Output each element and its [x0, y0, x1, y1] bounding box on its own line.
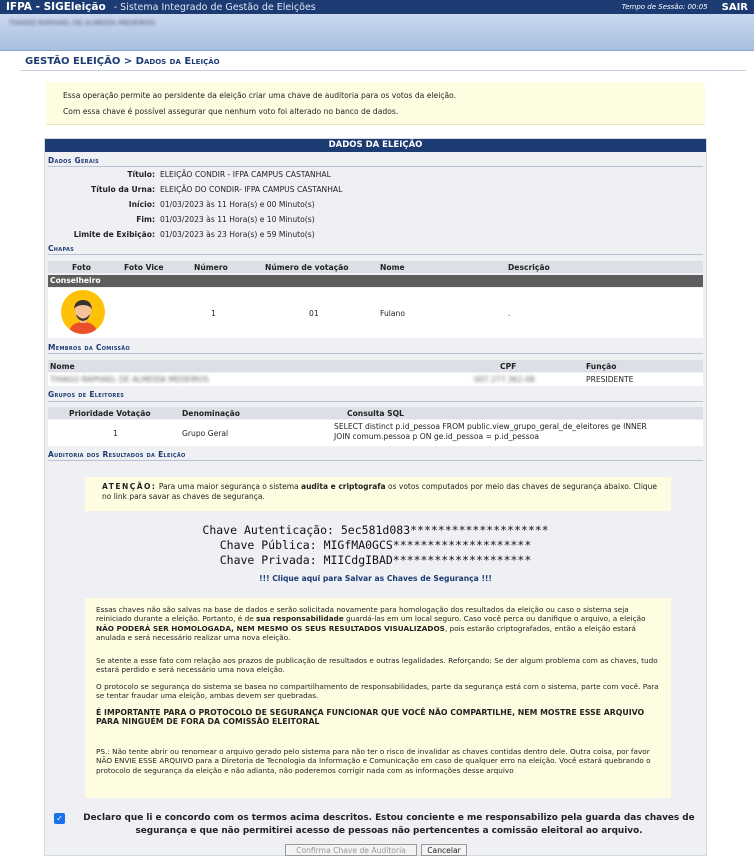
cancel-button[interactable]: Cancelar [421, 844, 467, 856]
attention-text [102, 482, 662, 502]
key-private: Chave Privada: MIICdgIBAD******************** [219, 553, 532, 567]
col-numero: Número [194, 263, 228, 272]
limite-value: 01/03/2023 às 23 Hora(s) e 59 Minuto(s) [160, 230, 315, 239]
chapas-header [48, 261, 703, 273]
fim-value: 01/03/2023 às 11 Hora(s) e 10 Minuto(s) [160, 215, 315, 224]
app-name: IFPA - SIGEleição [6, 1, 106, 13]
member-nome: THIAGO RAPHAEL DE ALMEIDA MEDEIROS [50, 375, 209, 384]
election-data-panel [44, 138, 707, 856]
divider [48, 254, 703, 255]
attention-part-b: os votos computados por meio das chaves de [388, 482, 561, 491]
titulo-label: Título: [127, 170, 155, 179]
declaration-text: Declaro que li e concordo com os termos acima descritos. Estou conciente e me responsabilizo pela guarda das chaves de segurança e que não permitirei acesso de pessoas não pertencentes a comissão eleitoral ao arquivo. [83, 813, 695, 836]
category-row: Conselheiro [48, 275, 703, 287]
col-denominacao: Denominação [182, 409, 240, 418]
user-bar [0, 14, 754, 51]
top-bar [0, 0, 754, 14]
key-authentication: Chave Autenticação: 5ec581d083******************** [202, 523, 549, 537]
limite-label: Limite de Exibição: [73, 230, 155, 239]
member-funcao: PRESIDENTE [586, 375, 634, 384]
session-timer: Tempo de Sessão: 00:05 [621, 3, 708, 11]
candidate-nome: Fulano [380, 309, 405, 318]
inicio-label: Início: [128, 200, 155, 209]
grupos-header [48, 407, 703, 419]
divider [48, 166, 703, 167]
warning-paragraph-3: O protocolo se segurança do sistema se basea no compartilhamento de responsabilidades, parte da segurança está com o sistema, parte com você. Para se tentar fraudar uma eleição, ambas devem ser quebradas. [96, 682, 659, 701]
col-prioridade: Prioridade Votação [69, 409, 151, 418]
section-dados-gerais: Dados Gerais [48, 156, 100, 165]
grupo-prioridade: 1 [113, 429, 118, 438]
person-icon [61, 290, 105, 334]
col-numero-votacao: Número de votação [265, 263, 349, 272]
divider [48, 401, 703, 402]
key-public: Chave Pública: MIGfMA0GCS******************** [219, 538, 532, 552]
candidate-numero: 1 [211, 309, 216, 318]
col-cpf: CPF [500, 362, 517, 371]
col-consulta-sql: Consulta SQL [347, 409, 404, 418]
confirm-button[interactable]: Confirma Chave de Auditoria [285, 844, 417, 856]
panel-title: DADOS DA ELEIÇÃO [45, 139, 706, 152]
p1-bold-d: NÃO PODERÁ SER HOMOLOGADA, NEM MESMO OS SEUS RESULTADOS VISUALIZADOS [96, 623, 445, 633]
attention-box [85, 477, 671, 511]
attention-part-a: Para uma maior segurança o sistema [158, 482, 299, 491]
info-line-2: Com essa chave é possível assegurar que nenhum voto foi alterado no banco de dados. [63, 107, 399, 116]
breadcrumb: GESTÃO ELEIÇÃO > Dados da Eleição [25, 56, 220, 67]
col-funcao: Função [586, 362, 617, 371]
warning-paragraph-5: PS.: Não tente abrir ou renomear o arquivo gerado pelo sistema para não ter o risco de invalidar as chaves contidas dentro dele. Outra coisa, por favor NÃO ENVIE ESSE ARQUIVO para a Diretoria de Tecnologia da Informação e Comunicação em caso de qualquer erro na eleição. Você estará quebrando o protocolo de segurança da eleição e não adianta, não poderemos corrigir nada com as informações desse arquivo [96, 747, 651, 775]
candidate-numero-votacao: 01 [309, 309, 319, 318]
divider [48, 460, 703, 461]
member-cpf: 007.277.362-08 [474, 375, 535, 384]
logout-link[interactable]: SAIR [721, 1, 748, 13]
urna-value: ELEIÇÃO DO CONDIR- IFPA CAMPUS CASTANHAL [160, 185, 343, 194]
attention-bold: audita e criptografa [301, 482, 386, 491]
p1-part-a: Essas chaves não são salvas na base de dados e serão solicitada novamente para homologação dos resultados da eleição ou caso o sistema seja reiniciado durante a eleição. Portanto, é de [96, 605, 629, 624]
titulo-value: ELEIÇÃO CONDIR - IFPA CAMPUS CASTANHAL [160, 170, 331, 179]
divider [48, 353, 703, 354]
section-comissao: Membros da Comissão [48, 343, 130, 352]
table-row [48, 373, 703, 386]
col-nome: Nome [380, 263, 405, 272]
candidate-descricao: . [508, 309, 511, 318]
section-grupos: Grupos de Eleitores [48, 390, 125, 399]
col-nome: Nome [50, 362, 75, 371]
app-subtitle: - Sistema Integrado de Gestão de Eleições [113, 1, 316, 13]
p1-part-c: guardá-las em um local seguro. Caso você perca ou danifique o arquivo, a eleição [346, 614, 646, 624]
table-row [48, 288, 703, 338]
warning-paragraph-4: É IMPORTANTE PARA O PROTOCOLO DE SEGURANÇA FUNCIONAR QUE VOCÊ NÃO COMPARTILHE, NEM MOSTRE ESSE ARQUIVO PARA NINGUÉM DE FORA DA COMISSÃO ELEITORAL [96, 708, 645, 727]
urna-label: Título da Urna: [91, 185, 155, 194]
inicio-value: 01/03/2023 às 11 Hora(s) e 00 Minuto(s) [160, 200, 315, 209]
attention-part-c: segurança abaixo. Clique no link para savar as chaves de segurança. [102, 482, 658, 501]
p1-part-e: , pois estarão criptografados, então a eleição estará anulada e será necessário realizar uma nova eleição. [96, 623, 636, 643]
warning-paragraph-1 [96, 605, 664, 643]
user-name: THIAGO RAPHAEL DE ALMEIDA MEDEIROS [9, 19, 156, 27]
candidate-avatar [61, 290, 105, 334]
attention-label: ATENÇÃO: [102, 482, 157, 491]
breadcrumb-divider [20, 70, 746, 71]
declaration-checkbox[interactable]: ✓ [54, 813, 65, 824]
fim-label: Fim: [136, 215, 155, 224]
p1-bold-b: sua responsabilidade [256, 614, 344, 624]
col-foto-vice: Foto Vice [124, 263, 164, 272]
warning-paragraph-2: Se atente a esse fato com relação aos prazos de publicação de resultados e outras legalidades. Reforçando: Se der algum problema com as chaves, tudo estará perdido e será necessário uma nova eleição. [96, 656, 658, 675]
info-line-1: Essa operação permite ao persidente da eleição criar uma chave de auditoria para os votos da eleição. [63, 91, 457, 100]
section-auditoria: Auditoria dos Resultados da Eleição [48, 450, 186, 459]
table-row [48, 420, 703, 446]
col-descricao: Descrição [508, 263, 550, 272]
section-chapas: Chapas [48, 244, 75, 253]
col-foto: Foto [72, 263, 91, 272]
warning-box [85, 598, 671, 798]
save-keys-link[interactable]: !!! Clique aqui para Salvar as Chaves de Segurança !!! [259, 574, 492, 583]
grupo-sql-line-2: JOIN comum.pessoa p ON ge.id_pessoa = p.id_pessoa [334, 432, 540, 441]
grupo-denominacao: Grupo Geral [182, 429, 229, 438]
grupo-sql-line-1: SELECT distinct p.id_pessoa FROM public.view_grupo_geral_de_eleitores ge INNER [334, 422, 647, 431]
info-box [46, 82, 705, 125]
comissao-header [48, 360, 703, 372]
